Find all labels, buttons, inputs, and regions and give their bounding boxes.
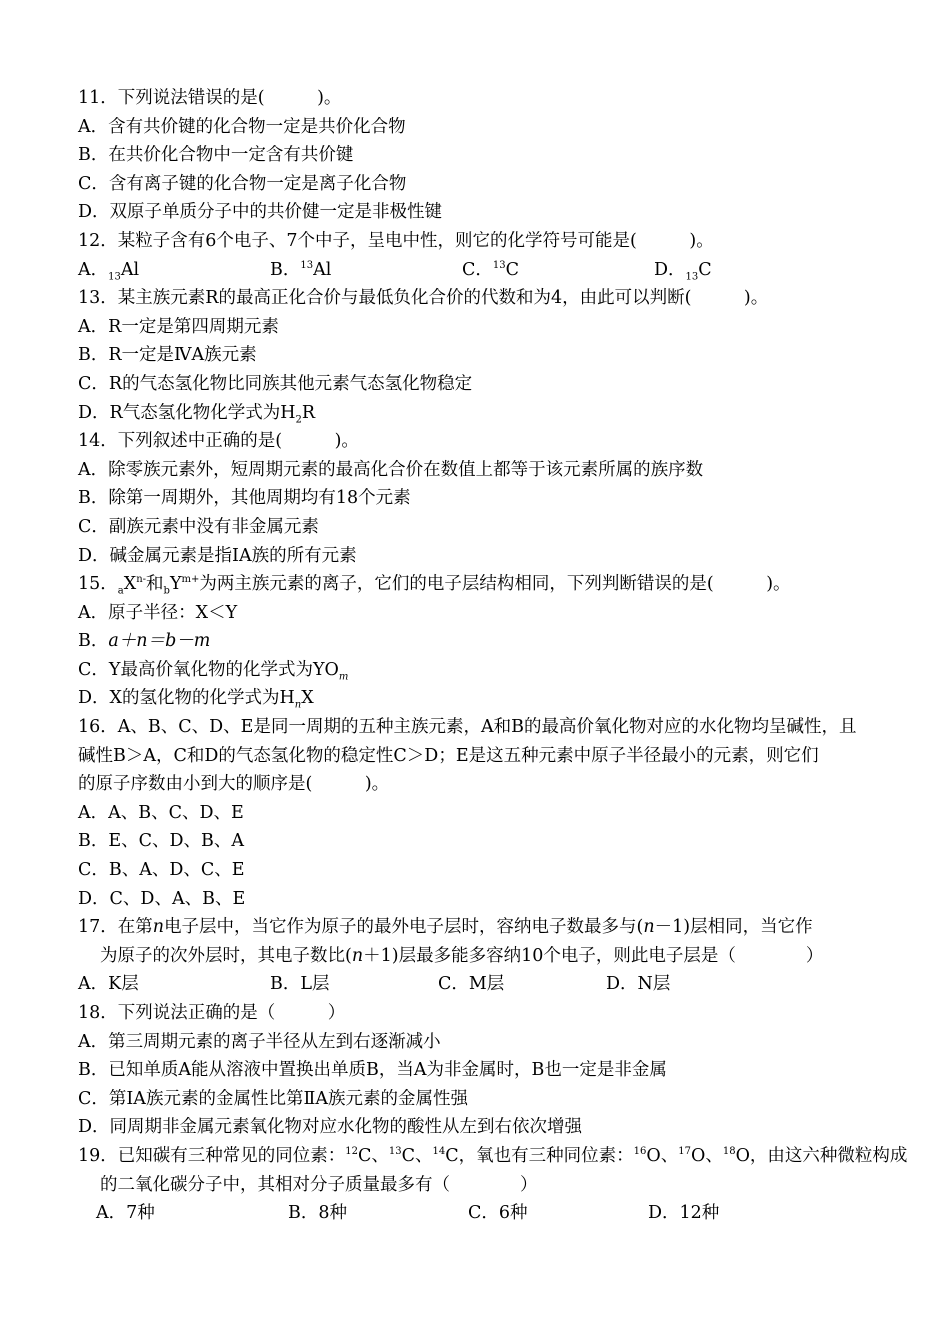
question-18-stem: 18．下列说法正确的是（ ） <box>78 1003 346 1023</box>
question-16-stem-line-1: 16．A、B、C、D、E是同一周期的五种主族元素，A和B的最高价氧化物对应的水化物均呈碱性，且 <box>78 717 857 738</box>
question-12-options <box>78 256 878 285</box>
question-16-option-a: A．A、B、C、D、E <box>78 802 244 823</box>
question-13-option-a: A．R一定是第四周期元素 <box>78 316 279 337</box>
question-12-option-b: B．$^{13}$Al <box>270 259 332 280</box>
question-13-stem: 13．某主族元素R的最高正化合价与最低负化合价的代数和为4，由此可以判断( )。 <box>78 288 769 309</box>
question-16-option-b: B．E、C、D、B、A <box>78 831 245 852</box>
question-19-option-d: D．12种 <box>648 1203 720 1224</box>
question-17-option-b: B．L层 <box>270 974 330 995</box>
question-18-option-d: D．同周期非金属元素氧化物对应水化物的酸性从左到右依次增强 <box>78 1117 583 1138</box>
question-16-stem-line-2: 碱性B＞A，C和D的气态氢化物的稳定性C＞D；E是这五种元素中原子半径最小的元素，则它们 <box>78 745 819 766</box>
question-11-option-c: C．含有离子键的化合物一定是离子化合物 <box>78 173 407 194</box>
question-15-option-a: A．原子半径：X＜Y <box>78 602 238 623</box>
question-16-option-c: C．B、A、D、C、E <box>78 860 245 881</box>
question-17-option-a: A．K层 <box>78 974 139 995</box>
question-17-stem-line-1: 17．在第n电子层中，当它作为原子的最外电子层时，容纳电子数最多与(n－1)层相同，当它作 <box>78 917 813 938</box>
question-19-stem-line-2: 的二氧化碳分子中，其相对分子质量最多有（ ） <box>100 1174 538 1195</box>
question-11-stem: 11．下列说法错误的是( )。 <box>78 88 342 108</box>
question-12-stem: 12．某粒子含有6个电子、7个中子，呈电中性，则它的化学符号可能是( )。 <box>78 230 714 251</box>
question-14-option-c: C．副族元素中没有非金属元素 <box>78 516 319 537</box>
question-17-option-d: D．N层 <box>606 974 671 995</box>
question-11-option-b: B．在共价化合物中一定含有共价键 <box>78 145 354 166</box>
question-13-option-d: D．R气态氢化物化学式为$H_2R$ <box>78 402 316 426</box>
question-19-options <box>78 1199 878 1228</box>
question-17-option-c: C．M层 <box>438 974 505 995</box>
question-14-stem: 14．下列叙述中正确的是( )。 <box>78 431 359 452</box>
question-12-option-d: D．$_{13}$C <box>654 259 712 283</box>
question-15-option-d: D．X的氢化物的化学式为$H_nX$ <box>78 688 314 711</box>
question-16-stem-line-3: 的原子序数由小到大的顺序是( )。 <box>78 774 390 795</box>
question-15-stem: 15．$_aX^{n-}$和$_bY^{m+}$为两主族元素的离子，它们的电子层结构相同，下列判断错误的是( )。 <box>78 574 791 597</box>
question-17-stem-line-2: 为原子的次外层时，其电子数比(n＋1)层最多能多容纳10个电子，则此电子层是（ ） <box>100 945 824 966</box>
question-15-option-b: B．a＋n＝b－m <box>78 631 211 652</box>
question-19-option-b: B．8种 <box>288 1203 347 1224</box>
question-18-option-c: C．第ⅠA族元素的金属性比第ⅡA族元素的金属性强 <box>78 1088 468 1109</box>
question-15-option-c: C．Y最高价氧化物的化学式为$YO_m$ <box>78 659 349 683</box>
question-18-option-b: B．已知单质A能从溶液中置换出单质B，当A为非金属时，B也一定是非金属 <box>78 1060 667 1081</box>
question-17-options <box>78 970 878 999</box>
question-14-option-b: B．除第一周期外，其他周期均有18个元素 <box>78 488 411 509</box>
question-11-option-a: A．含有共价键的化合物一定是共价化合物 <box>78 116 406 137</box>
exam-page <box>78 84 908 1228</box>
question-18-option-a: A．第三周期元素的离子半径从左到右逐渐减小 <box>78 1031 441 1052</box>
question-19-option-a: A．7种 <box>96 1203 155 1224</box>
question-19-option-c: C．6种 <box>468 1203 528 1224</box>
question-14-option-d: D．碱金属元素是指ⅠA族的所有元素 <box>78 545 357 566</box>
question-13-option-b: B．R一定是ⅣA族元素 <box>78 345 257 366</box>
question-19-stem-line-1: 19．已知碳有三种常见的同位素：$^{12}$C、$^{13}$C、$^{14}$C，氧也有三种同位素：$^{16}$O、$^{17}$O、$^{18}$O，由这六种微粒构成 <box>78 1145 908 1166</box>
question-12-option-a: A．$_{13}$Al <box>78 259 140 283</box>
question-11-option-d: D．双原子单质分子中的共价健一定是非极性键 <box>78 202 443 223</box>
question-14-option-a: A．除零族元素外，短周期元素的最高化合价在数值上都等于该元素所属的族序数 <box>78 459 704 480</box>
question-16-option-d: D．C、D、A、B、E <box>78 888 246 909</box>
question-12-option-c: C．$^{13}$C <box>462 259 520 280</box>
question-13-option-c: C．R的气态氢化物比同族其他元素气态氢化物稳定 <box>78 373 473 394</box>
